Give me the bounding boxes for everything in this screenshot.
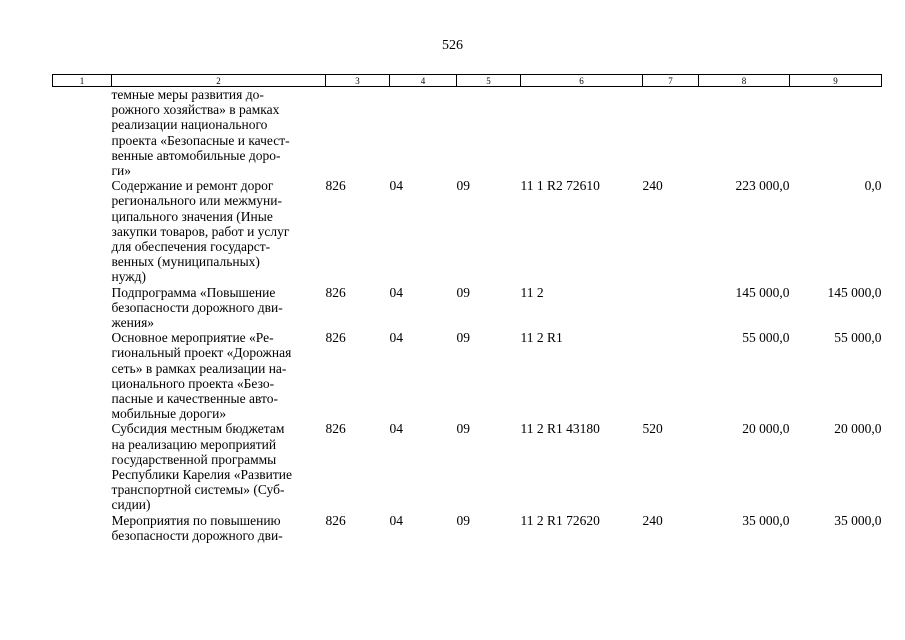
name-line: гиональный проект «Дорожная bbox=[111, 345, 292, 361]
name-line: нужд) bbox=[111, 269, 146, 285]
name-line: регионального или межмуни- bbox=[111, 193, 282, 209]
cell-target-article: 11 2 R1 72620 bbox=[520, 512, 600, 528]
table-row bbox=[53, 87, 882, 179]
cell-name bbox=[112, 421, 326, 512]
cell-section: 04 bbox=[389, 512, 403, 528]
name-line: на реализацию мероприятий bbox=[111, 436, 277, 452]
cell-subsection: 09 bbox=[456, 512, 470, 528]
cell-name bbox=[112, 87, 326, 179]
table-row bbox=[53, 421, 882, 512]
name-line: реализации национального bbox=[111, 117, 268, 133]
cell-target-article: 11 2 R1 43180 bbox=[520, 421, 600, 437]
name-line: безопасности дорожного дви- bbox=[111, 299, 283, 315]
cell-target-article bbox=[521, 87, 643, 179]
name-line: Основное мероприятие «Ре- bbox=[111, 330, 274, 346]
name-line: Республики Карелия «Развитие bbox=[111, 467, 293, 483]
cell-name bbox=[112, 513, 326, 543]
column-number: 2 bbox=[112, 75, 326, 87]
cell-expense-type bbox=[643, 330, 699, 421]
cell-name bbox=[112, 285, 326, 331]
cell-amount-2020: 55 000,0 bbox=[742, 330, 790, 346]
cell-amount-2020: 20 000,0 bbox=[742, 421, 790, 437]
name-line: ги» bbox=[111, 163, 132, 179]
cell-col1 bbox=[53, 513, 112, 543]
cell-ministry-code: 826 bbox=[325, 330, 346, 346]
cell-expense-type bbox=[643, 285, 699, 331]
cell-subsection: 09 bbox=[456, 284, 470, 300]
name-line: Подпрограмма «Повышение bbox=[111, 284, 276, 300]
cell-col1 bbox=[53, 285, 112, 331]
table-body bbox=[53, 87, 882, 544]
name-line: государственной программы bbox=[111, 451, 277, 467]
cell-ministry-code: 826 bbox=[325, 421, 346, 437]
cell-target-article: 11 1 R2 72610 bbox=[520, 178, 600, 194]
column-number-row bbox=[53, 75, 882, 87]
name-line: Содержание и ремонт дорог bbox=[111, 178, 274, 194]
table-row bbox=[53, 330, 882, 421]
name-line: для обеспечения государст- bbox=[111, 239, 271, 255]
column-number: 9 bbox=[790, 75, 882, 87]
cell-section bbox=[390, 87, 457, 179]
name-line: закупки товаров, работ и услуг bbox=[111, 223, 290, 239]
cell-col1 bbox=[53, 421, 112, 512]
name-line: Мероприятия по повышению bbox=[111, 512, 281, 528]
name-line: сеть» в рамках реализации на- bbox=[111, 360, 287, 376]
cell-amount-2020: 145 000,0 bbox=[735, 284, 790, 300]
cell-ministry-code: 826 bbox=[325, 178, 346, 194]
cell-amount-2020 bbox=[699, 87, 790, 179]
cell-amount-2020: 223 000,0 bbox=[735, 178, 790, 194]
cell-subsection: 09 bbox=[456, 421, 470, 437]
column-number: 6 bbox=[521, 75, 643, 87]
column-number: 7 bbox=[643, 75, 699, 87]
cell-target-article: 11 2 R1 bbox=[520, 330, 563, 346]
table-row bbox=[53, 178, 882, 284]
name-line: ципального значения (Иные bbox=[111, 208, 273, 224]
name-line: мобильные дороги» bbox=[111, 406, 227, 422]
cell-target-article: 11 2 bbox=[520, 284, 544, 300]
budget-table bbox=[52, 74, 882, 543]
cell-amount-2021: 0,0 bbox=[864, 178, 882, 194]
name-line: венные автомобильные доро- bbox=[111, 147, 281, 163]
name-line: проекта «Безопасные и качест- bbox=[111, 132, 290, 148]
name-line: безопасности дорожного дви- bbox=[111, 527, 283, 543]
column-number: 4 bbox=[390, 75, 457, 87]
table-header bbox=[53, 75, 882, 87]
cell-expense-type: 240 bbox=[642, 512, 663, 528]
name-line: рожного хозяйства» в рамках bbox=[111, 102, 280, 118]
cell-subsection bbox=[457, 87, 521, 179]
cell-amount-2021: 20 000,0 bbox=[834, 421, 882, 437]
cell-ministry-code: 826 bbox=[325, 284, 346, 300]
name-line: пасные и качественные авто- bbox=[111, 391, 278, 407]
column-number: 3 bbox=[326, 75, 390, 87]
cell-amount-2021: 145 000,0 bbox=[827, 284, 882, 300]
column-number: 8 bbox=[699, 75, 790, 87]
cell-amount-2020: 35 000,0 bbox=[742, 512, 790, 528]
name-line: ционального проекта «Безо- bbox=[111, 375, 275, 391]
cell-amount-2021: 55 000,0 bbox=[834, 330, 882, 346]
cell-section: 04 bbox=[389, 421, 403, 437]
cell-amount-2021: 35 000,0 bbox=[834, 512, 882, 528]
cell-section: 04 bbox=[389, 178, 403, 194]
cell-ministry-code bbox=[326, 87, 390, 179]
cell-expense-type: 240 bbox=[642, 178, 663, 194]
cell-subsection: 09 bbox=[456, 330, 470, 346]
cell-col1 bbox=[53, 178, 112, 284]
cell-name bbox=[112, 178, 326, 284]
name-line: Субсидия местным бюджетам bbox=[111, 421, 285, 437]
cell-section: 04 bbox=[389, 330, 403, 346]
page-number: 526 bbox=[442, 38, 463, 53]
cell-amount-2021 bbox=[790, 87, 882, 179]
cell-col1 bbox=[53, 87, 112, 179]
cell-col1 bbox=[53, 330, 112, 421]
cell-subsection: 09 bbox=[456, 178, 470, 194]
column-number: 1 bbox=[53, 75, 112, 87]
cell-expense-type bbox=[643, 87, 699, 179]
table-row bbox=[53, 513, 882, 543]
name-line: транспортной системы» (Суб- bbox=[111, 482, 285, 498]
name-line: сидии) bbox=[111, 497, 151, 513]
cell-expense-type: 520 bbox=[642, 421, 663, 437]
cell-ministry-code: 826 bbox=[325, 512, 346, 528]
cell-name bbox=[112, 330, 326, 421]
table-row bbox=[53, 285, 882, 331]
name-line: жения» bbox=[111, 315, 155, 331]
cell-section: 04 bbox=[389, 284, 403, 300]
name-line: темные меры развития до- bbox=[111, 87, 264, 102]
column-number: 5 bbox=[457, 75, 521, 87]
name-line: венных (муниципальных) bbox=[111, 254, 260, 270]
